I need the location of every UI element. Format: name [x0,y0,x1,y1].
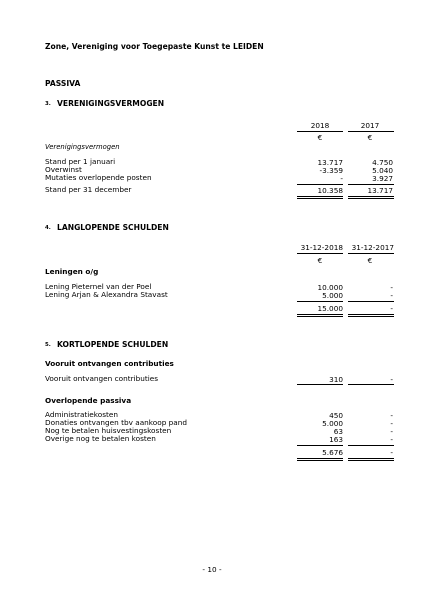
table-row-label: Nog te betalen huisvestingskosten [45,426,172,435]
table-cell-value: -3.359 [319,166,343,175]
header-underline [297,253,343,254]
table-cell-value: - [390,283,393,292]
total-cell-value: 10.358 [317,186,343,195]
table-row-label: Stand per 1 januari [45,157,116,166]
table-cell-value: 450 [329,411,343,420]
subheading-verenigingsvermogen: Verenigingsvermogen [45,143,120,151]
total-double-underline [297,196,343,199]
subheading-vooruit-ontvangen: Vooruit ontvangen contributies [45,359,174,368]
currency-symbol: € [317,133,323,142]
table-cell-value: 63 [333,427,343,436]
table-cell-value: 5.040 [372,166,393,175]
subtotal-line [348,445,394,446]
subheading-overlopende-passiva: Overlopende passiva [45,396,132,405]
table-cell-value: - [340,174,343,183]
total-cell-value: 5.676 [322,448,343,457]
total-double-underline [297,458,343,461]
header-underline [348,253,394,254]
section-number-4: 4. [45,225,51,231]
table-cell-value: - [390,291,393,300]
table-cell-value: 310 [329,375,343,384]
total-cell-value: - [390,304,393,313]
section-heading-kortlopende-schulden: KORTLOPENDE SCHULDEN [57,340,169,349]
section-heading-verenigingsvermogen: VERENIGINGSVERMOGEN [57,99,165,108]
table-cell-value: 10.000 [317,283,343,292]
total-cell-value: 13.717 [367,186,393,195]
table-row-label: Mutaties overlopende posten [45,173,152,182]
column-header-2018: 2018 [310,121,330,130]
table-cell-value: 3.927 [372,174,393,183]
section-heading-langlopende-schulden: LANGLOPENDE SCHULDEN [57,223,169,232]
table-row-label: Administratiekosten [45,410,119,419]
total-double-underline [348,458,394,461]
column-header-31-12-2017: 31-12-2017 [351,243,394,252]
table-row-label: Lening Arjan & Alexandra Stavast [45,290,168,299]
table-cell-value: 5.000 [322,419,343,428]
section-number-3: 3. [45,101,51,107]
subtotal-line [348,301,394,302]
table-cell-value: - [390,435,393,444]
table-row-label: Donaties ontvangen tbv aankoop pand [45,418,188,427]
total-cell-value: - [390,448,393,457]
total-cell-value: 15.000 [317,304,343,313]
table-row-label: Lening Pieternel van der Poel [45,282,152,291]
total-double-underline [348,196,394,199]
subtotal-line [297,445,343,446]
table-row-label: Overige nog te betalen kosten [45,434,156,443]
page-number: - 10 - [202,565,222,574]
header-underline [348,131,394,132]
subtotal-line [297,184,343,185]
table-cell-value: - [390,419,393,428]
subtotal-line [297,301,343,302]
table-cell-value: - [390,411,393,420]
table-row-label: Overwinst [45,165,82,174]
table-cell-value: - [390,375,393,384]
total-row-label: Stand per 31 december [45,185,132,194]
header-underline [297,131,343,132]
row-underline [348,384,394,385]
total-double-underline [297,314,343,317]
table-cell-value: 5.000 [322,291,343,300]
organization-title: Zone, Vereniging voor Toegepaste Kunst te LEIDEN [45,42,264,51]
table-cell-value: 4.750 [372,158,393,167]
table-cell-value: - [390,427,393,436]
table-cell-value: 163 [329,435,343,444]
currency-symbol: € [317,256,323,265]
subheading-leningen: Leningen o/g [45,267,99,276]
section-number-5: 5. [45,342,51,348]
column-header-31-12-2018: 31-12-2018 [300,243,343,252]
row-underline [297,384,343,385]
column-header-2017: 2017 [360,121,380,130]
section-title-passiva: PASSIVA [45,79,81,88]
table-cell-value: 13.717 [317,158,343,167]
subtotal-line [348,184,394,185]
currency-symbol: € [367,256,373,265]
currency-symbol: € [367,133,373,142]
total-double-underline [348,314,394,317]
table-row-label: Vooruit ontvangen contributies [45,374,159,383]
